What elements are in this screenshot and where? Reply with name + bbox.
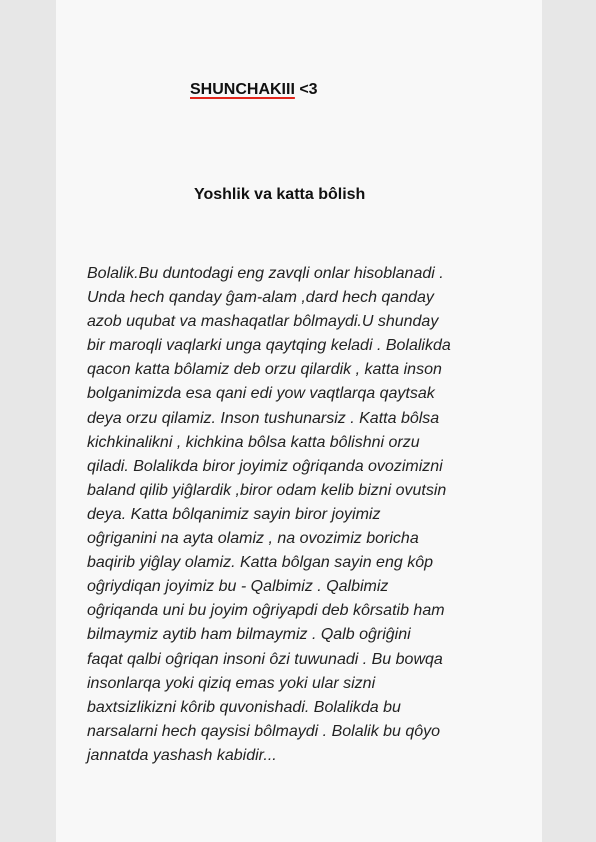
text-line: baland qilib yiĝlardik ,biror odam kelib bizni ovutsin [87, 481, 447, 499]
title-main: SHUNCHAKIII [190, 81, 295, 98]
text-line: insonlarqa yoki qiziq emas yoki ular sizni [87, 674, 376, 692]
text-line: azob uqubat va mashaqatlar bôlmaydi.U shunday [87, 313, 439, 331]
title-heart: <3 [294, 81, 318, 98]
text-line: bir maroqli vaqlarki unga qaytqing keladi . Bolalikda [87, 337, 451, 355]
text-line: bilmaymiz aytib ham bilmaymiz . Qalb oĝriĝini [87, 626, 411, 644]
text-line: jannatda yashash kabidir... [87, 746, 277, 764]
text-line: oĝriydiqan joyimiz bu - Qalbimiz . Qalbimiz [87, 578, 389, 596]
text-line: Bolalik.Bu duntodagi eng zavqli onlar hisoblanadi . [87, 265, 444, 282]
text-line: deya orzu qilamiz. Inson tushunarsiz . Katta bôlsa [87, 409, 440, 427]
text-line: kichkinalikni , kichkina bôlsa katta bôlishni orzu [87, 433, 420, 451]
body-paragraph [87, 262, 451, 768]
text-line: oĝriganini na ayta olamiz , na ovozimiz boricha [87, 530, 419, 548]
text-line: Unda hech qanday ĝam-alam ,dard hech qanday [87, 289, 434, 307]
text-line: qacon katta bôlamiz deb orzu qilardik , katta inson [87, 361, 442, 379]
text-line: faqat qalbi oĝriqan insoni ôzi tuwunadi . Bu bowqa [87, 650, 443, 668]
text-line: baqirib yiĝlay olamiz. Katta bôlgan sayin eng kôp [87, 554, 433, 572]
text-line: narsalarni hech qaysisi bôlmaydi . Bolalik bu qôyo [87, 722, 441, 740]
text-line: deya. Katta bôlqanimiz sayin biror joyimiz [87, 505, 381, 523]
document-subtitle: Yoshlik va katta bôlish [194, 186, 366, 203]
text-line: oĝriqanda uni bu joyim oĝriyapdi deb kôrsatib ham [87, 602, 445, 620]
text-line: bolganimizda esa qani edi yow vaqtlarqa qaytsak [87, 385, 435, 403]
document-title [190, 80, 318, 100]
text-line: baxtsizlikizni kôrib quvonishadi. Bolalikda bu [87, 698, 401, 716]
text-line: qiladi. Bolalikda biror joyimiz oĝriqanda ovozimizni [87, 457, 443, 475]
